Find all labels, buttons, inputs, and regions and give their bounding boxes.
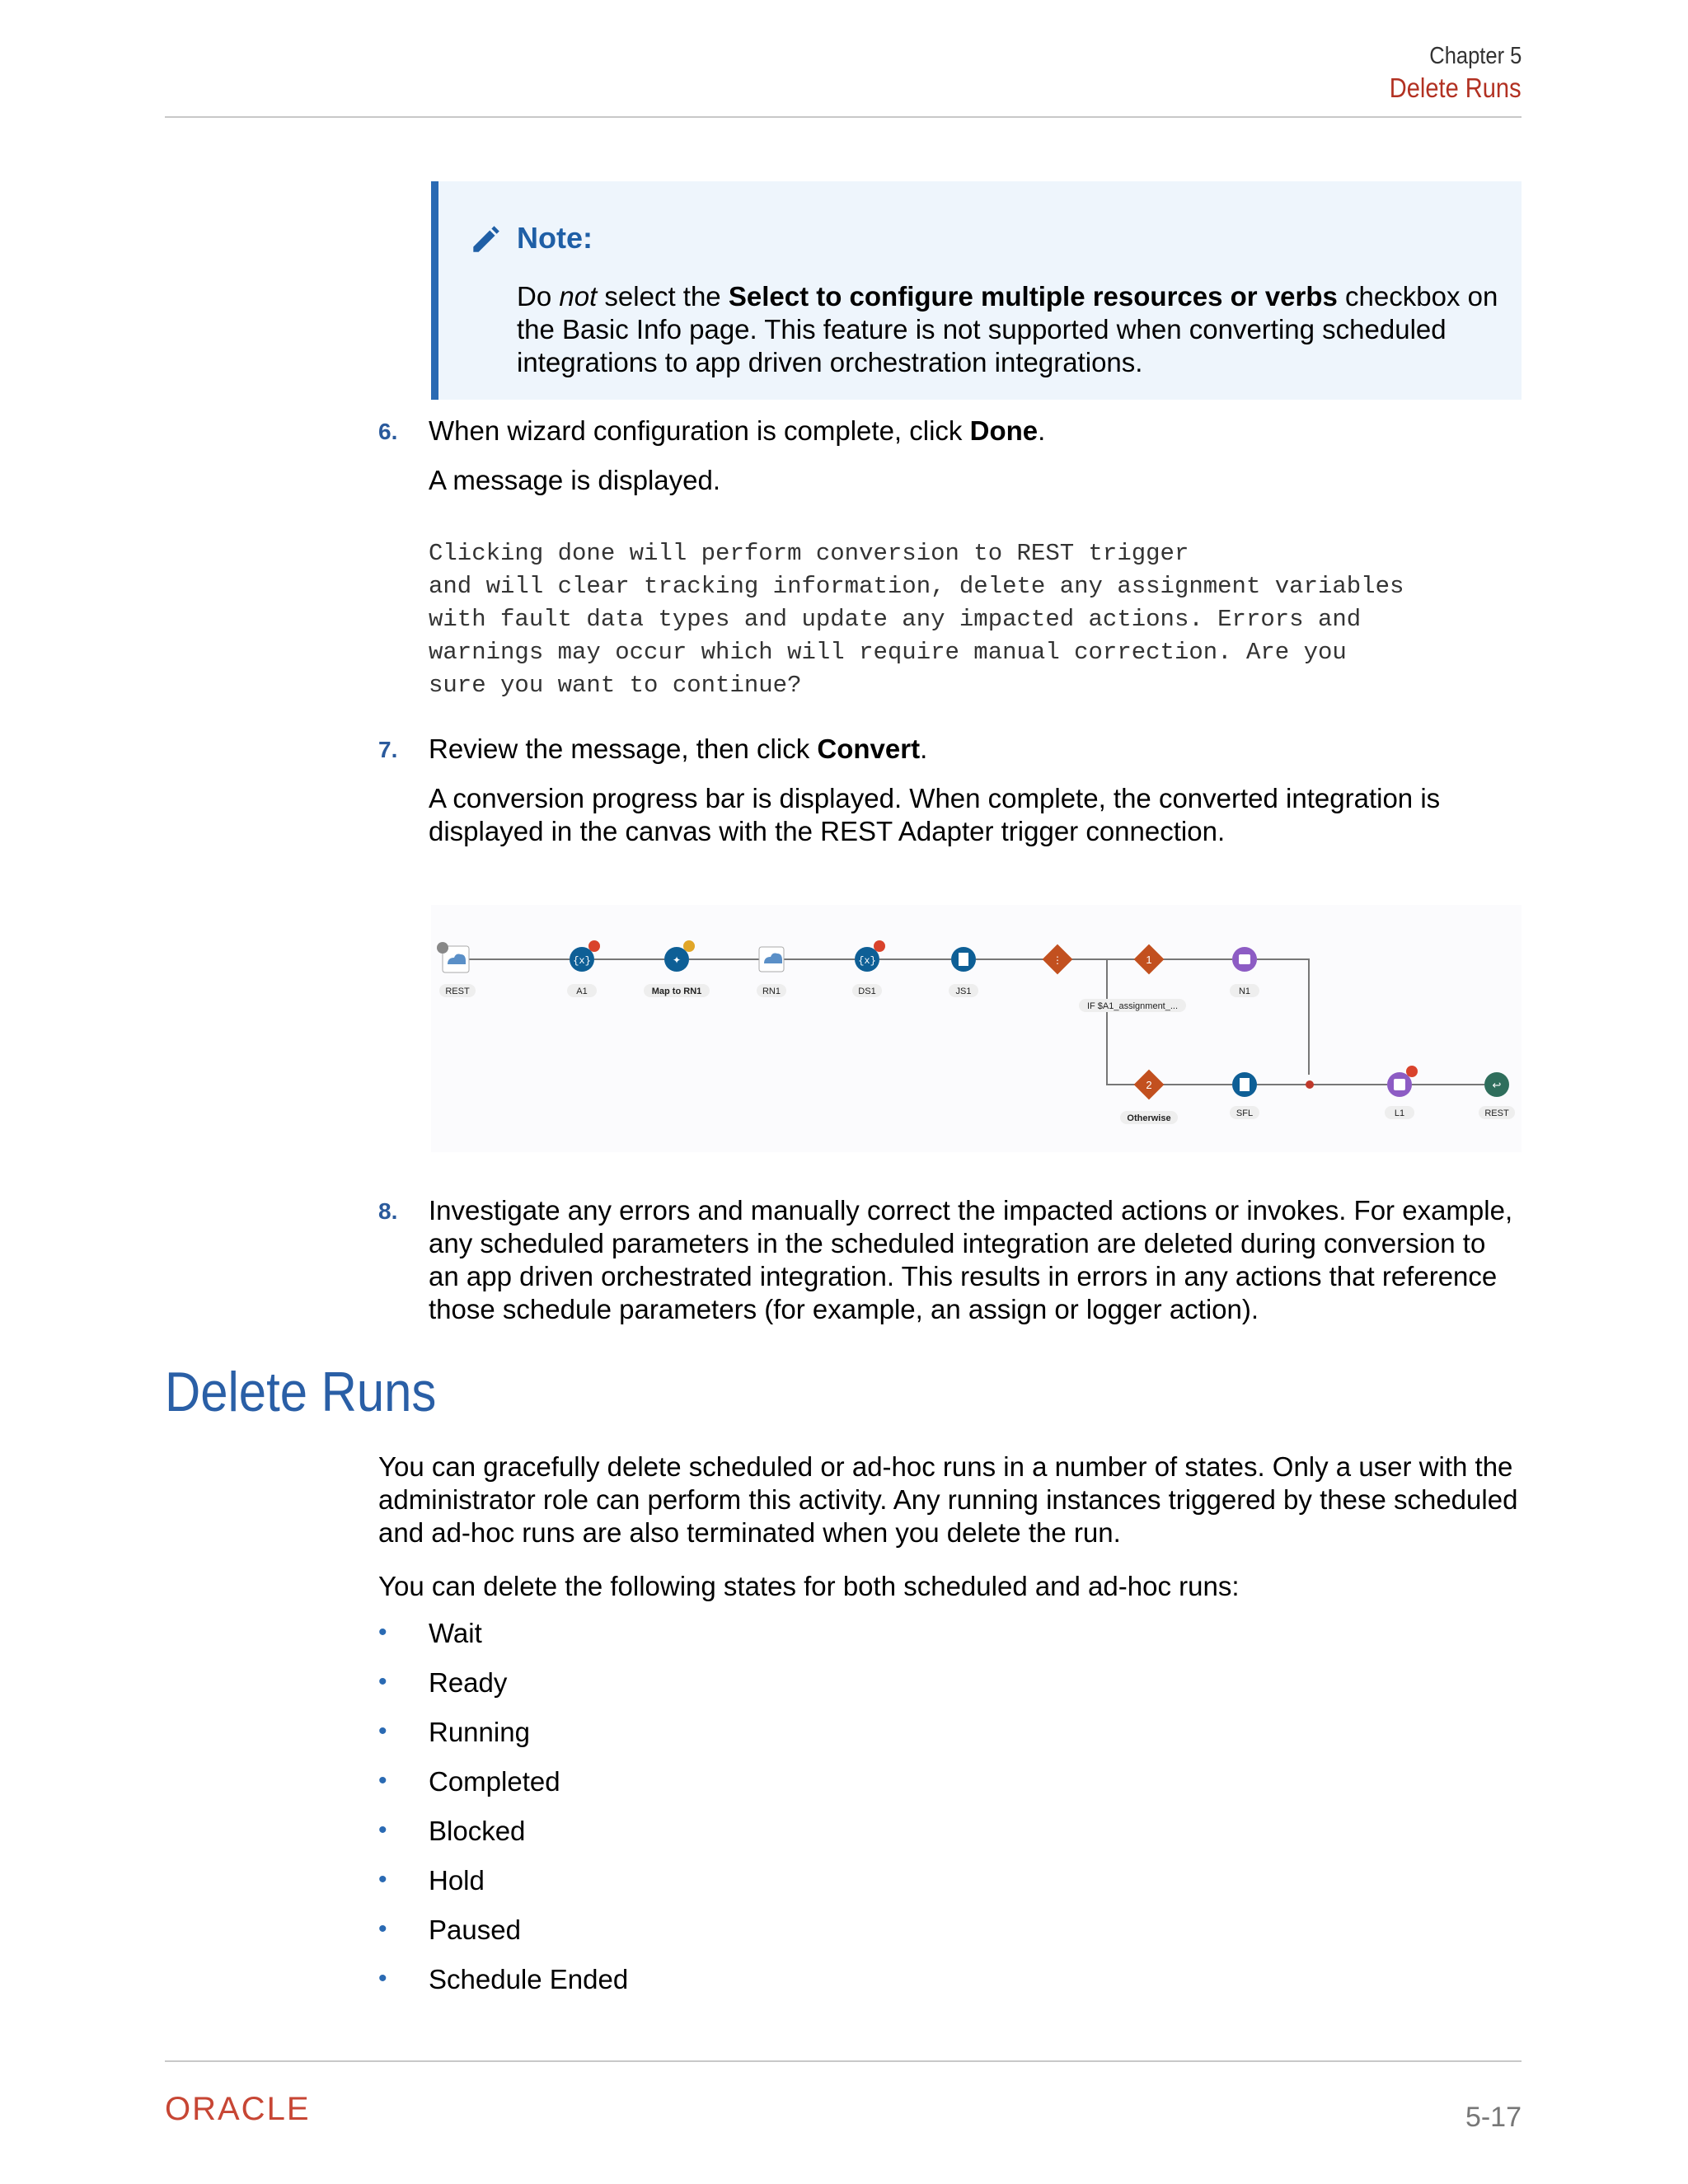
- svg-text:REST: REST: [1484, 1108, 1509, 1118]
- svg-text:L1: L1: [1394, 1108, 1405, 1118]
- warning-icon: [683, 940, 695, 952]
- step-number: 8.: [378, 1198, 398, 1224]
- invoke-node-rn1[interactable]: [757, 947, 786, 997]
- section-label: Delete Runs: [1390, 73, 1522, 103]
- list-item: • Completed: [378, 1766, 560, 1797]
- svg-text:{x}: {x}: [573, 955, 591, 967]
- warning-icon: [1406, 1066, 1418, 1077]
- step-number: 7.: [378, 737, 398, 762]
- confirmation-message: Clicking done will perform conversion to REST trigger and will clear tracking information, delete any assignment variables with fault data types and update any impacted actions. Errors and warnings may occur which will require manual correction. Are you sure you want to continue?: [429, 540, 1404, 699]
- logger-node-l1[interactable]: [1385, 1066, 1418, 1119]
- svg-text:N1: N1: [1238, 987, 1251, 996]
- svg-text:RN1: RN1: [762, 987, 781, 996]
- svg-text:IF $A1_assignment_...: IF $A1_assignment_...: [1086, 1001, 1179, 1011]
- svg-text:JS1: JS1: [955, 987, 972, 996]
- step-subtext: A conversion progress bar is displayed. When complete, the converted integration is displayed in the canvas with the REST Adapter trigger connection.: [429, 783, 1441, 846]
- merge-point: [1306, 1080, 1314, 1089]
- list-item: • Blocked: [378, 1816, 526, 1846]
- svg-text:2: 2: [1146, 1079, 1152, 1091]
- svg-text:Otherwise: Otherwise: [1127, 1113, 1171, 1123]
- stage-file-node-sfl[interactable]: [1230, 1072, 1259, 1119]
- section-paragraph: You can delete the following states for both scheduled and ad-hoc runs:: [378, 1571, 1240, 1601]
- warning-icon: [588, 940, 600, 952]
- list-item: • Hold: [378, 1865, 485, 1896]
- step-subtext: A message is displayed.: [429, 465, 721, 495]
- step-number: 6.: [378, 419, 398, 444]
- route-1-node[interactable]: [1079, 944, 1186, 1012]
- step-text: Review the message, then click Convert.: [429, 733, 928, 764]
- footer-divider: [165, 2060, 1522, 2062]
- svg-text:↩: ↩: [1492, 1079, 1502, 1091]
- note-text: Do not select the Select to configure multiple resources or verbs checkbox on the Basic Info page. This feature is not supported when converting scheduled integrations to app driven orchestration integrations.: [517, 281, 1498, 377]
- list-item: • Running: [378, 1717, 530, 1747]
- svg-text:✦: ✦: [672, 954, 682, 966]
- integration-canvas-screenshot: [431, 905, 1522, 1152]
- assign-node-ds1[interactable]: [852, 940, 885, 997]
- notification-node-n1[interactable]: [1230, 947, 1259, 997]
- svg-text:⋮: ⋮: [1053, 954, 1062, 966]
- step-text: When wizard configuration is complete, click Done.: [429, 415, 1046, 446]
- svg-text:ORACLE: ORACLE: [165, 2092, 311, 2125]
- header-divider: [165, 116, 1522, 118]
- svg-text:{x}: {x}: [858, 955, 876, 967]
- return-node-rest[interactable]: [1479, 1072, 1515, 1119]
- svg-text:Map to RN1: Map to RN1: [651, 987, 702, 996]
- map-node[interactable]: [644, 940, 710, 997]
- javascript-node-js1[interactable]: [949, 947, 978, 997]
- list-item: • Wait: [378, 1618, 482, 1648]
- step-text: Investigate any errors and manually correct the impacted actions or invokes. For example, any scheduled parameters in the scheduled integration are deleted during conversion to an app driven orchestrated integration. This results in errors in any actions that reference those schedule parameters (for example, an assign or logger action).: [429, 1195, 1513, 1324]
- section-heading: Delete Runs: [165, 1361, 437, 1423]
- otherwise-node[interactable]: [1120, 1070, 1178, 1124]
- assign-node-a1[interactable]: [567, 940, 600, 997]
- states-list: [378, 1617, 1120, 2013]
- oracle-logo: [165, 2092, 363, 2125]
- svg-text:DS1: DS1: [858, 987, 876, 996]
- warning-icon: [874, 940, 885, 952]
- switch-node[interactable]: [1043, 944, 1073, 975]
- page-number: 5-17: [1465, 2102, 1522, 2133]
- svg-text:SFL: SFL: [1236, 1108, 1254, 1118]
- list-item: • Paused: [378, 1915, 521, 1945]
- list-item: • Ready: [378, 1667, 508, 1698]
- svg-text:1: 1: [1146, 954, 1152, 966]
- rest-trigger-node[interactable]: [437, 942, 476, 997]
- svg-text:A1: A1: [576, 987, 588, 996]
- svg-text:REST: REST: [445, 987, 470, 996]
- pencil-icon: [468, 221, 503, 255]
- list-item: • Schedule Ended: [378, 1964, 629, 1994]
- chapter-label: Chapter 5: [1428, 43, 1522, 69]
- note-title: Note:: [517, 221, 593, 255]
- section-paragraph: You can gracefully delete scheduled or ad-hoc runs in a number of states. Only a user with the administrator role can perform this activity. Any running instances triggered by these scheduled and ad-hoc runs are also terminated when you delete the run.: [378, 1451, 1518, 1548]
